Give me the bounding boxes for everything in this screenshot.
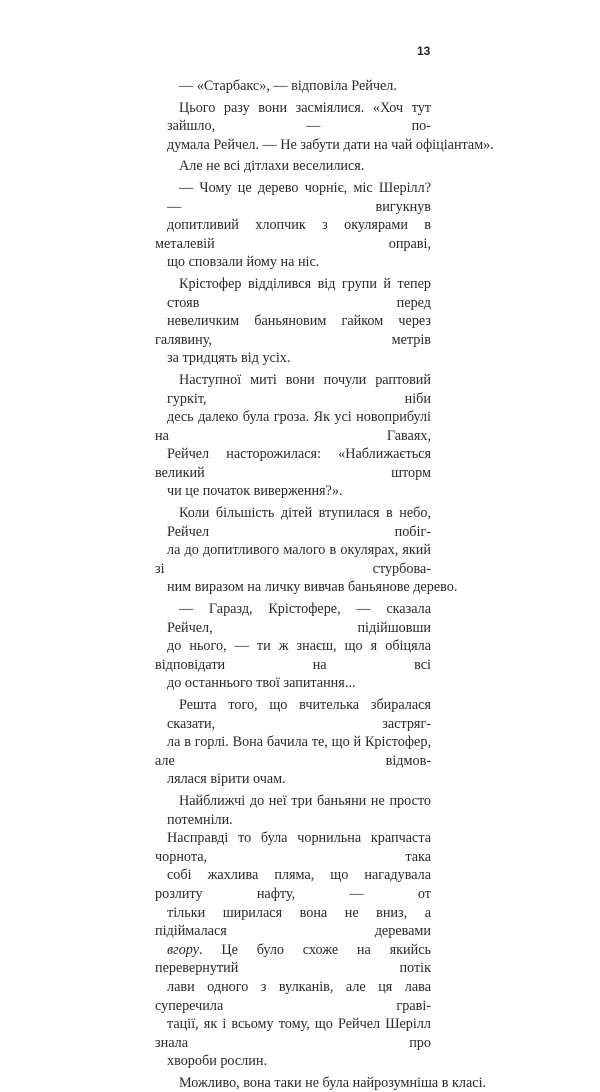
- paragraph: [155, 600, 431, 693]
- text-line: до нього, — ти ж знаєш, що я обіцяла відповідати на всі: [155, 638, 431, 673]
- text-line: — Чому це дерево чорніє, міс Шерілл? — вигукнув: [167, 179, 431, 215]
- text-line: хвороби рослин.: [167, 1053, 267, 1070]
- text-line: допитливий хлопчик з окулярами в металевій оправі,: [155, 217, 431, 252]
- text-line: невеличким баньяновим гайком через галявину, метрів: [155, 313, 431, 348]
- text-line: Крістофер відділився від групи й тепер стояв перед: [167, 275, 431, 311]
- text-line: що сповзали йому на ніс.: [167, 254, 320, 271]
- text-line: десь далеко була гроза. Як усі новоприбулі на Гаваях,: [155, 409, 431, 444]
- text-line: Але не всі дітлахи веселилися.: [179, 158, 365, 175]
- text-line: — Гаразд, Крістофере, — сказала Рейчел, підійшовши: [167, 601, 431, 636]
- text-line: Можливо, вона таки не була найрозумніша в класі.: [179, 1074, 487, 1091]
- page-number: 13: [417, 44, 431, 58]
- text-line: за тридцять від усіх.: [167, 350, 291, 367]
- text-line: ла до допитливого малого в окулярах, який зі стурбова-: [155, 542, 431, 577]
- paragraph: [155, 179, 431, 272]
- paragraph: [155, 275, 431, 368]
- paragraph: [155, 99, 494, 155]
- paragraph: [155, 157, 431, 176]
- text-line: ним виразом на личку вивчав баньянове дерево.: [167, 579, 458, 596]
- text-line: до останнього твої запитання...: [167, 675, 356, 692]
- text-line: тільки ширилася вона не вниз, а підіймалася деревами: [155, 904, 431, 940]
- text-line: — «Старбакс», — відповіла Рейчел.: [179, 78, 397, 94]
- paragraph: [155, 792, 431, 1071]
- paragraph: [155, 696, 431, 789]
- text-line: чи це початок виверження?».: [167, 483, 343, 500]
- text-line: Решта того, що вчителька збиралася сказати, застряг-: [167, 697, 431, 732]
- paragraph: [155, 77, 431, 96]
- text-line: Коли більшість дітей втупилася в небо, Рейчел побіг-: [167, 505, 431, 540]
- text-line: Насправді то була чорнильна крапчаста чорнота, така: [155, 830, 431, 865]
- italic-emphasis: вгору: [167, 941, 199, 958]
- paragraph: [155, 504, 458, 597]
- page-text: [155, 77, 494, 1092]
- text-line: лялася вірити очам.: [167, 771, 286, 788]
- paragraph: [155, 1074, 487, 1092]
- text-line: ла в горлі. Вона бачила те, що й Крістофер, але відмов-: [155, 734, 431, 769]
- text-line: тації, як і всьому тому, що Рейчел Шерілл знала про: [155, 1016, 431, 1051]
- text-line: Цього разу вони засміялися. «Хоч тут зайшло, — по-: [167, 99, 431, 135]
- text-line: вгору. Це було схоже на якийсь перевернутий потік: [155, 941, 431, 977]
- text-line: думала Рейчел. — Не забути дати на чай офіціантам».: [167, 136, 494, 153]
- text-line: собі жахлива пляма, що нагадувала розлиту нафту, — от: [155, 867, 431, 902]
- text-line: Рейчел насторожилася: «Наближається великий шторм: [155, 446, 431, 481]
- text-line: Найближчі до неї три баньяни не просто потемніли.: [167, 792, 431, 828]
- text-line: лави одного з вулканів, але ця лава суперечила граві-: [155, 978, 431, 1014]
- paragraph: [155, 371, 431, 501]
- text-line: Наступної миті вони почули раптовий гуркіт, ніби: [167, 371, 431, 407]
